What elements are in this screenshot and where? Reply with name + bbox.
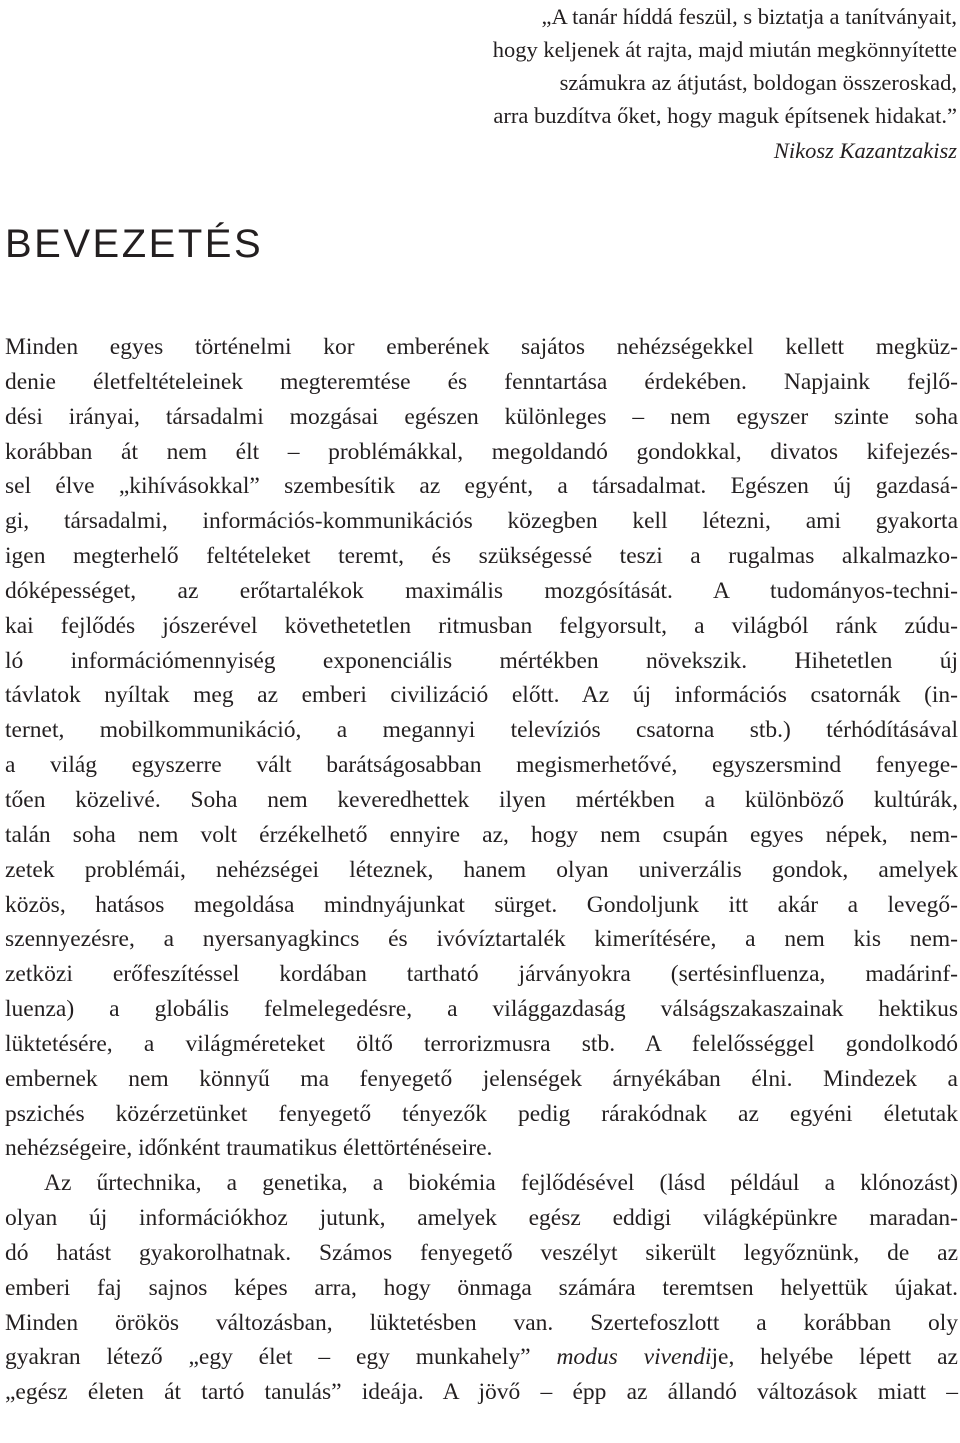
italic-term: modus vivendi	[556, 1344, 712, 1371]
text-line: olyan új információkhoz jutunk, amelyek egész eddigi világképünkre maradan-	[5, 1205, 958, 1232]
text-line: korábban át nem élt – problémákkal, megoldandó gondokkal, divatos kifejezés-	[5, 438, 958, 465]
paragraph-1	[5, 330, 958, 1166]
text-line: gi, társadalmi, információs-kommunikációs közegben kell létezni, ami gyakorta	[5, 508, 958, 535]
text-line	[5, 1340, 958, 1375]
text-line: zetek problémái, nehézségei léteznek, hanem olyan univerzális gondok, amelyek	[5, 856, 958, 883]
text-line: Minden örökös változásban, lüktetésben van. Szertefoszlott a korábban oly	[5, 1309, 958, 1336]
text-line: „egész életen át tartó tanulás” ideája. A jövő – épp az állandó változások miatt –	[5, 1379, 958, 1406]
text-line: talán soha nem volt érzékelhető ennyire az, hogy nem csupán egyes népek, nem-	[5, 821, 958, 848]
text-line: távlatok nyíltak meg az emberi civilizáció előtt. Az új információs csatornák (in-	[5, 682, 958, 709]
text-line: emberi faj sajnos képes arra, hogy önmaga számára teremtsen helyettük újakat.	[5, 1274, 958, 1301]
text-line: kai fejlődés jószerével követhetetlen ritmusban felgyorsult, a világból ránk zúdu-	[5, 612, 958, 639]
text-line: szennyezésre, a nyersanyagkincs és ivóvíztartalék kimerítésére, a nem kis nem-	[5, 926, 958, 953]
text-segment: je, helyébe lépett az	[711, 1344, 958, 1371]
text-line: nehézségeire, időnként traumatikus élettörténéseire.	[5, 1135, 493, 1162]
text-line: Minden egyes történelmi kor emberének sajátos nehézségekkel kellett megküz-	[5, 334, 958, 360]
text-line: dési irányai, társadalmi mozgásai egészen különleges – nem egyszer szinte soha	[5, 403, 958, 430]
epigraph-author: Nikosz Kazantzakisz	[773, 138, 957, 163]
text-line: ló információmennyiség exponenciális mértékben növekszik. Hihetetlen új	[5, 647, 958, 674]
text-line: luenza) a globális felmelegedésre, a világgazdaság válságszakaszainak hektikus	[5, 996, 958, 1023]
text-line: igen megterhelő feltételeket teremt, és szükségessé teszi a rugalmas alkalmazko-	[5, 543, 958, 570]
text-line: sel élve „kihívásokkal” szembesítik az egyént, a társadalmat. Egészen új gazdasá-	[5, 473, 958, 500]
text-line: tően közelivé. Soha nem keveredhettek ilyen mértékben a különböző kultúrák,	[5, 786, 958, 813]
text-line: denie életfeltételeinek megteremtése és fenntartása érdekében. Napjaink fejlő-	[5, 368, 958, 395]
epigraph-line: hogy keljenek át rajta, majd miután megkönnyítette	[492, 37, 957, 62]
body-text	[5, 330, 958, 1410]
text-line: zetközi erőfeszítéssel kordában tartható járványokra (sertésinfluenza, madárinf-	[5, 961, 958, 988]
text-line: pszichés közérzetünket fenyegető tényezők pedig rárakódnak az egyéni életutak	[5, 1100, 958, 1127]
text-line: dóképességet, az erőtartalékok maximális mozgósítását. A tudományos-techni-	[5, 577, 958, 604]
text-line: lüktetésére, a világméreteket öltő terrorizmusra stb. A felelősséggel gondolkodó	[5, 1030, 958, 1057]
text-line: dó hatást gyakorolhatnak. Számos fenyegető veszélyt sikerült legyőznünk, de az	[5, 1239, 958, 1266]
epigraph-line: „A tanár híddá feszül, s biztatja a tanítványait,	[541, 4, 957, 29]
text-line: embernek nem könnyű ma fenyegető jelenségek árnyékában élni. Mindezek a	[5, 1065, 958, 1092]
text-line: a világ egyszerre vált barátságosabban megismerhetővé, egyszersmind fenyege-	[5, 752, 958, 779]
paragraph-2	[5, 1166, 958, 1410]
text-line: Az űrtechnika, a genetika, a biokémia fejlődésével (lásd például a klónozást)	[44, 1170, 958, 1197]
epigraph-line: számukra az átjutást, boldogan összeroskad,	[559, 70, 957, 95]
epigraph-line: arra buzdítva őket, hogy maguk építsenek hidakat.”	[493, 103, 957, 128]
text-line: közös, hatásos megoldása mindnyájunkat sürget. Gondoljunk itt akár a levegő-	[5, 891, 958, 918]
text-line: ternet, mobilkommunikáció, a megannyi televíziós csatorna stb.) térhódításával	[5, 717, 958, 744]
text-segment: gyakran létező „egy élet – egy munkahely”	[5, 1344, 557, 1371]
page-title: BEVEZETÉS	[5, 222, 264, 266]
epigraph	[337, 0, 957, 167]
